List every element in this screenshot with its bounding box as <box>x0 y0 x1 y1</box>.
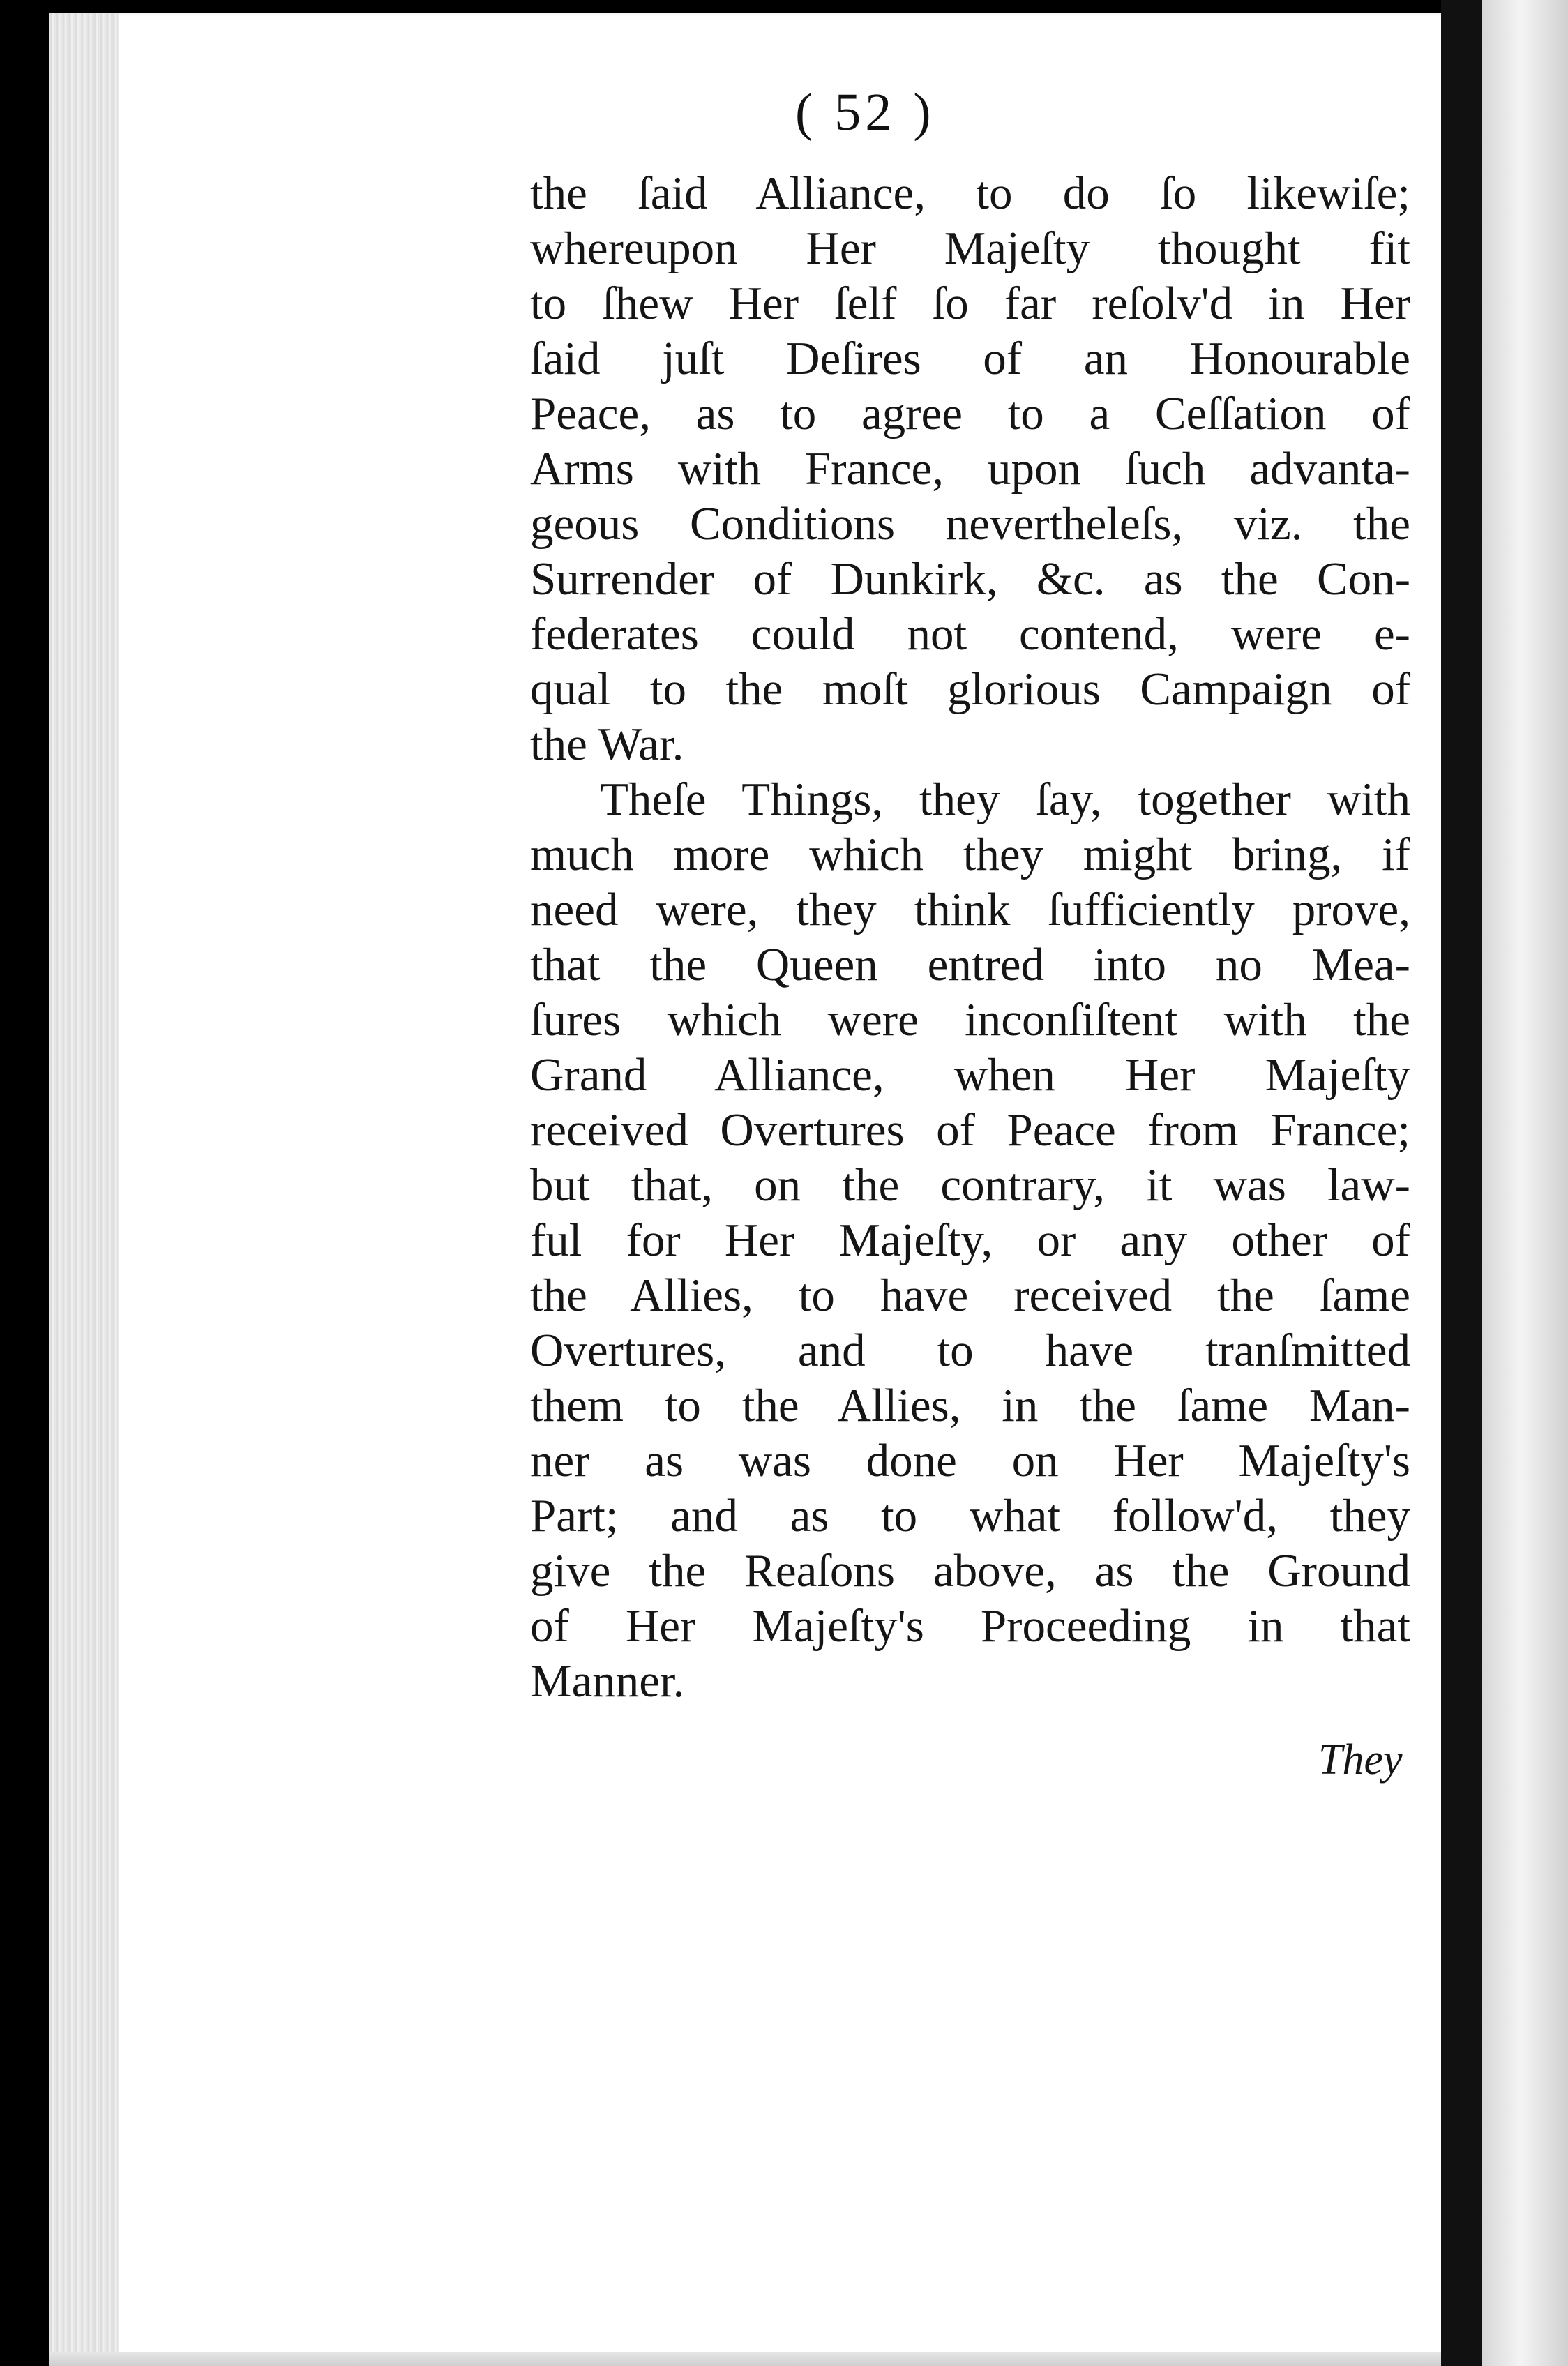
text-line: the Allies, to have received the ſame <box>530 1269 1410 1321</box>
text-line: ſaid juſt Deſires of an Honourable <box>530 333 1410 384</box>
catchword: They <box>1318 1736 1403 1784</box>
text-line: whereupon Her Majeſty thought fit <box>530 223 1410 274</box>
text-line: federates could not contend, were e- <box>530 608 1410 660</box>
text-line: ſures which were inconſiſtent with the <box>530 994 1410 1046</box>
text-line: qual to the moſt glorious Campaign of <box>530 663 1410 715</box>
text-line: much more which they might bring, if <box>530 829 1410 880</box>
adjacent-page-edge <box>1482 0 1568 2366</box>
text-line: the War. <box>530 718 684 770</box>
text-line: Surrender of Dunkirk, &c. as the Con- <box>530 553 1410 605</box>
text-line: the ſaid Alliance, to do ſo likewiſe; <box>530 167 1410 219</box>
text-line: received Overtures of Peace from France; <box>530 1104 1410 1156</box>
text-line: Arms with France, upon ſuch advanta- <box>530 443 1410 495</box>
page-number: ( 52 ) <box>795 83 935 142</box>
body-text <box>530 166 1410 1709</box>
text-line: give the Reaſons above, as the Ground <box>530 1545 1410 1597</box>
text-line: to ſhew Her ſelf ſo far reſolv'd in Her <box>530 278 1410 329</box>
text-line: Grand Alliance, when Her Majeſty <box>530 1049 1410 1101</box>
text-line: them to the Allies, in the ſame Man- <box>530 1380 1410 1431</box>
page-edge-shadow <box>1441 0 1482 2366</box>
text-line: ful for Her Majeſty, or any other of <box>530 1214 1410 1266</box>
text-line: ner as was done on Her Majeſty's <box>530 1435 1410 1486</box>
text-line: Overtures, and to have tranſmitted <box>530 1325 1410 1376</box>
text-line: Manner. <box>530 1655 685 1707</box>
text-line: but that, on the contrary, it was law- <box>530 1159 1410 1211</box>
text-line: that the Queen entred into no Mea- <box>530 939 1410 990</box>
text-line: of Her Majeſty's Proceeding in that <box>530 1600 1410 1652</box>
text-line: need were, they think ſufficiently prove, <box>530 884 1410 935</box>
text-line: Part; and as to what follow'd, they <box>530 1490 1410 1542</box>
text-line: Theſe Things, they ſay, together with <box>600 774 1410 825</box>
text-line: Peace, as to agree to a Ceſſation of <box>530 388 1410 439</box>
page-bottom-edge <box>49 2352 1441 2366</box>
text-line: geous Conditions nevertheleſs, viz. the <box>530 498 1410 550</box>
page-gutter <box>49 13 119 2366</box>
